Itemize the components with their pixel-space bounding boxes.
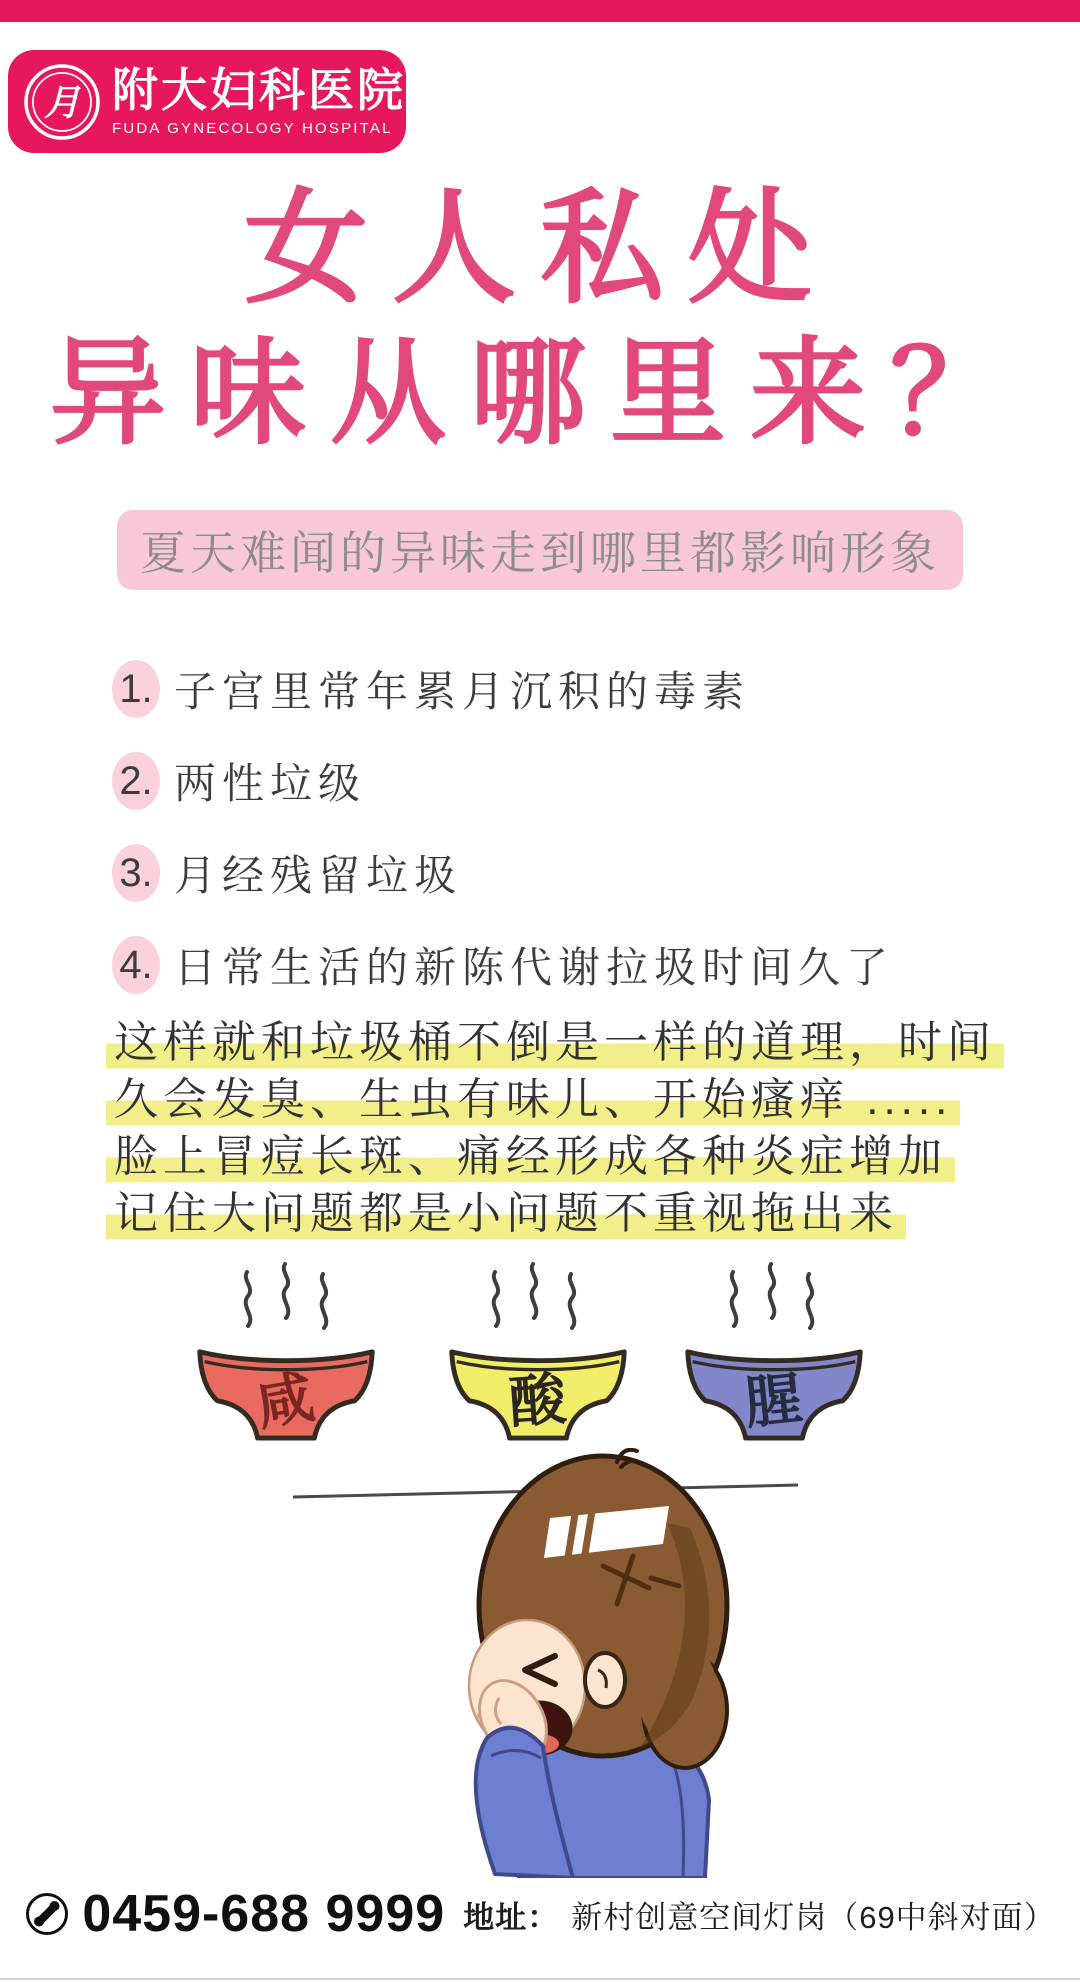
cause-number-badge: 2. [112,752,160,810]
cause-item [112,936,1020,994]
causes-list [112,660,1020,1028]
warning-paragraph [106,1014,1004,1242]
logo-subtitle-en: FUDA GYNECOLOGY HOSPITAL [112,119,393,137]
bottom-border-line [0,1978,1080,1980]
underwear-salty-illustration [188,1338,384,1446]
underwear-label: 咸 [251,1366,319,1438]
subtitle-text: 夏天难闻的异味走到哪里都影响形象 [140,527,940,579]
underwear-sour-illustration [440,1338,636,1446]
hospital-logo-badge [8,50,406,153]
title-line-1: 女人私处 [243,180,836,318]
cause-text: 日常生活的新陈代谢拉圾时间久了 [174,944,895,991]
logo-text [112,66,406,136]
warning-line: 脸上冒痘长斑、痛经形成各种炎症增加 [106,1128,955,1185]
cause-text: 月经残留垃圾 [174,852,463,899]
warning-line: 这样就和垃圾桶不倒是一样的道理，时间 [106,1014,1004,1071]
cause-item [112,752,1020,810]
steam-icon [232,1260,342,1334]
cartoon-character-illustration [455,1448,735,1878]
subtitle-banner [117,510,963,590]
cause-text: 两性垃级 [174,760,367,807]
poster-title [0,172,1080,460]
cause-item [112,844,1020,902]
underwear-label: 腥 [741,1367,806,1437]
hospital-emblem-icon [22,62,102,142]
logo-title-cn: 附大妇科医院 [112,64,406,117]
address-text: 新村创意空间灯岗（69中斜对面） [571,1899,1056,1935]
cause-number-badge: 4. [112,936,160,994]
address-label: 地址： [463,1899,560,1935]
steam-icon [480,1260,590,1334]
warning-line: 记住大问题都是小问题不重视拖出来 [106,1185,906,1242]
warning-line: 久会发臭、生虫有味儿、开始瘙痒 ..... [106,1071,960,1128]
phone-icon [24,1891,70,1937]
underwear-fishy-illustration [676,1338,872,1446]
steam-icon [718,1260,828,1334]
cause-number-badge: 3. [112,844,160,902]
title-line-2: 异味从哪里来？ [50,328,1030,458]
cause-item [112,660,1020,718]
cause-number-badge: 1. [112,660,160,718]
footer-contact-bar [0,1884,1080,1944]
top-accent-bar [0,0,1080,22]
underwear-label: 酸 [507,1368,569,1436]
emblem-glyph: 月 [43,81,81,123]
cause-text: 子宫里常年累月沉积的毒素 [174,668,751,715]
phone-number: 0459-688 9999 [82,1885,446,1943]
